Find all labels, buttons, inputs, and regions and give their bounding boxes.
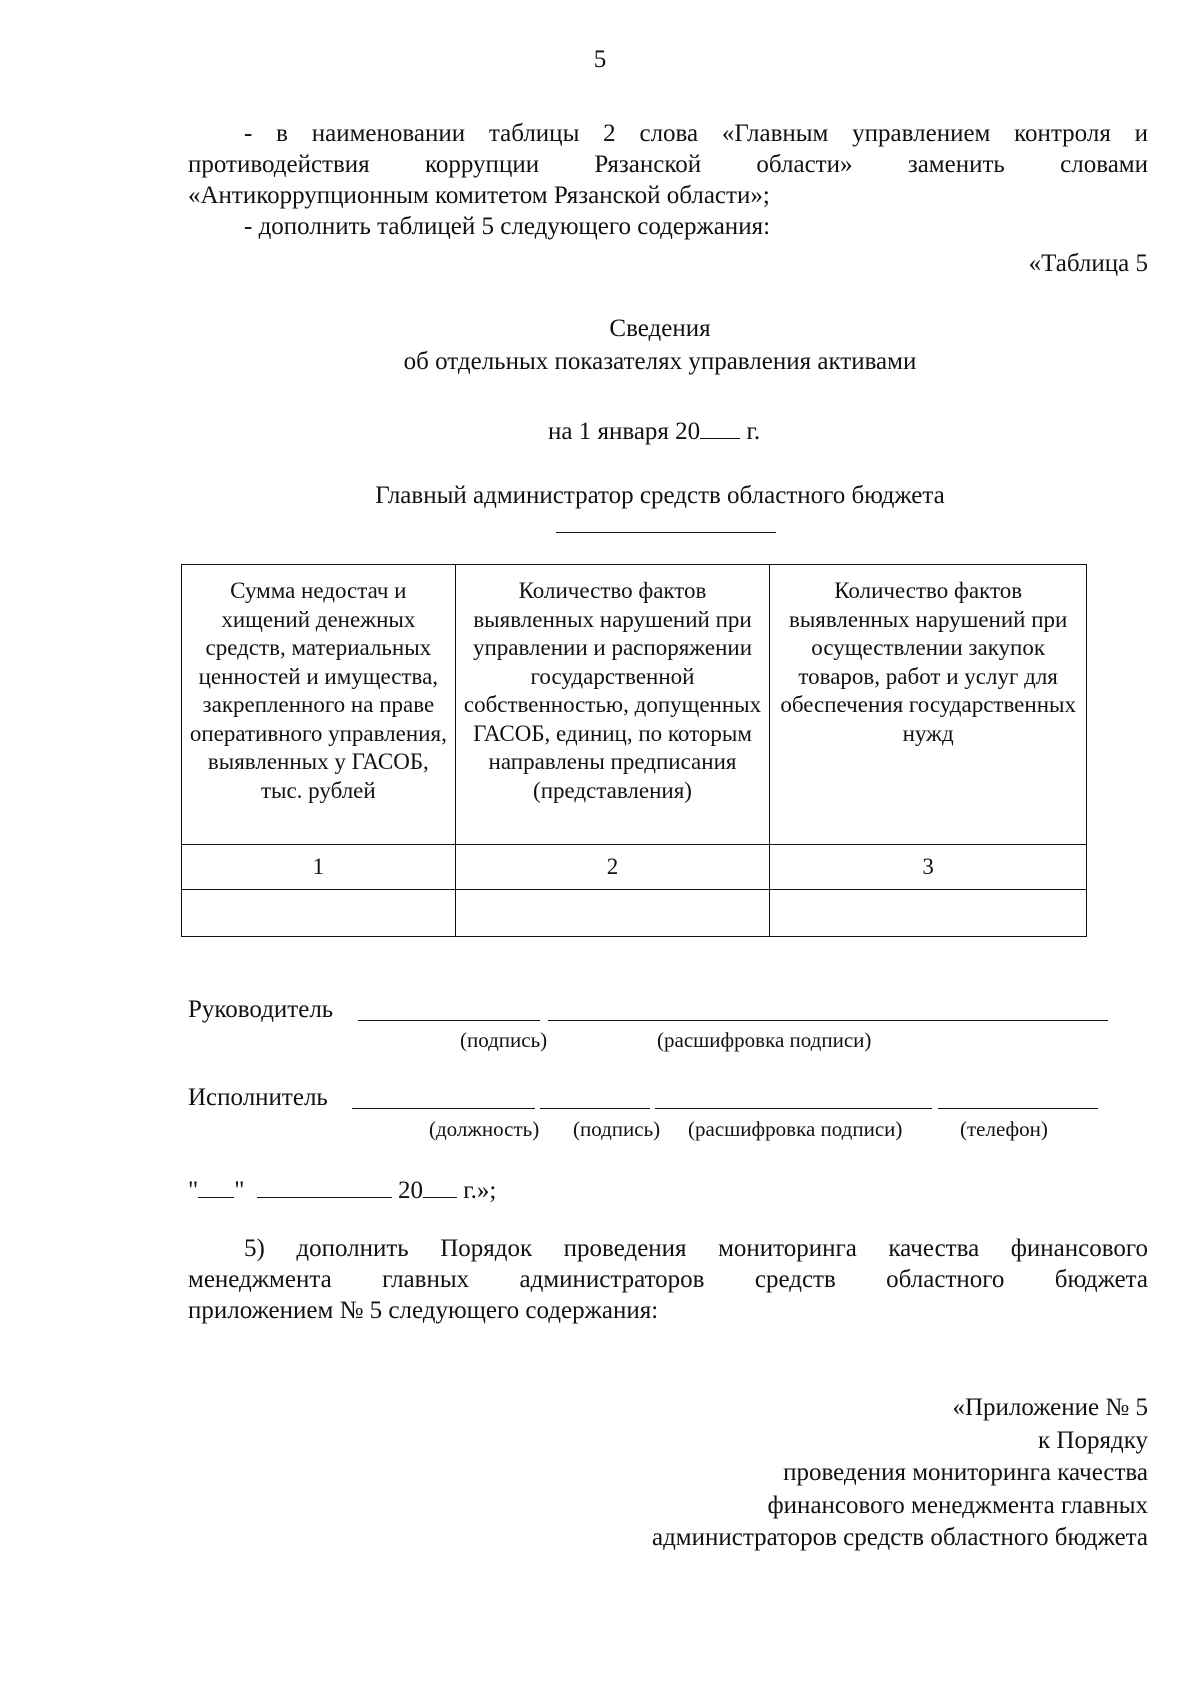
head-label: Руководитель bbox=[188, 996, 334, 1023]
paragraph-rename-table bbox=[188, 118, 1148, 242]
head-signature-line bbox=[188, 994, 333, 1025]
appendix-line: к Порядку bbox=[1038, 1426, 1148, 1454]
column-number: 2 bbox=[455, 845, 770, 890]
closing-year-suffix: г.»; bbox=[463, 1177, 497, 1204]
executor-decode-caption: (расшифровка подписи) bbox=[688, 1117, 903, 1141]
title-subheading: об отдельных показателях управления активами bbox=[403, 348, 917, 375]
paragraph-line: «Антикоррупционным комитетом Рязанской области»; bbox=[188, 182, 770, 209]
executor-position-blank bbox=[352, 1108, 535, 1109]
table-label: «Таблица 5 bbox=[1028, 250, 1148, 277]
paragraph-line: противодействия коррупции Рязанской области» заменить словами bbox=[188, 151, 1148, 178]
executor-phone-caption: (телефон) bbox=[960, 1117, 1048, 1141]
quote-open: " bbox=[188, 1177, 199, 1204]
administrator-line: Главный администратор средств областного бюджета bbox=[375, 482, 945, 509]
paragraph-add-appendix bbox=[188, 1233, 1148, 1326]
head-signature-blank bbox=[358, 1020, 540, 1021]
head-decode-caption: (расшифровка подписи) bbox=[657, 1028, 872, 1052]
table-header-cell: Количество фактов выявленных нарушений при осуществлении закупок товаров, работ и услуг для обеспечения государственных нужд bbox=[770, 565, 1087, 845]
month-blank bbox=[257, 1173, 392, 1198]
column-number: 3 bbox=[770, 845, 1087, 890]
date-prefix: на 1 января 20 bbox=[548, 418, 701, 445]
quote-close: " bbox=[234, 1177, 245, 1204]
assets-table bbox=[181, 564, 1087, 937]
year-blank bbox=[700, 414, 740, 439]
paragraph-line: менеджмента главных администраторов средств областного бюджета bbox=[188, 1266, 1148, 1293]
administrator-blank bbox=[556, 532, 776, 533]
executor-position-caption: (должность) bbox=[429, 1117, 540, 1141]
date-suffix: г. bbox=[746, 418, 761, 445]
table-cell bbox=[455, 890, 770, 937]
closing-year-prefix: 20 bbox=[397, 1177, 423, 1204]
table-header-row bbox=[182, 565, 1087, 845]
table-header-cell: Сумма недостач и хищений денежных средств, материальных ценностей и имущества, закрепленного на праве оперативного управления, выявленных у ГАСОБ, тыс. рублей bbox=[182, 565, 456, 845]
table-cell bbox=[182, 890, 456, 937]
table-number-row bbox=[182, 845, 1087, 890]
paragraph-line: приложением № 5 следующего содержания: bbox=[188, 1297, 659, 1324]
day-blank bbox=[198, 1173, 234, 1198]
table-empty-row bbox=[182, 890, 1087, 937]
date-line bbox=[548, 414, 760, 447]
paragraph-line: - в наименовании таблицы 2 слова «Главным управлением контроля и bbox=[244, 120, 1148, 147]
head-decode-blank bbox=[548, 1020, 1108, 1021]
executor-phone-blank bbox=[938, 1108, 1098, 1109]
appendix-line: «Приложение № 5 bbox=[952, 1394, 1148, 1421]
appendix-line: финансового менеджмента главных bbox=[767, 1491, 1148, 1519]
closing-year-blank bbox=[423, 1173, 457, 1198]
column-number: 1 bbox=[182, 845, 456, 890]
executor-label: Исполнитель bbox=[188, 1084, 328, 1111]
closing-date bbox=[188, 1173, 496, 1206]
appendix-line: проведения мониторинга качества bbox=[783, 1459, 1148, 1486]
appendix-line: администраторов средств областного бюджета bbox=[651, 1524, 1148, 1551]
appendix-header bbox=[400, 1392, 1148, 1555]
title-heading: Сведения bbox=[609, 315, 711, 342]
page-number: 5 bbox=[593, 46, 607, 73]
head-signature-caption: (подпись) bbox=[460, 1028, 548, 1052]
paragraph-line: 5) дополнить Порядок проведения мониторинга качества финансового bbox=[244, 1235, 1148, 1262]
table-header-cell: Количество фактов выявленных нарушений при управлении и распоряжении государственной собственностью, допущенных ГАСОБ, единиц, по которым направлены предписания (представления) bbox=[455, 565, 770, 845]
executor-signature-caption: (подпись) bbox=[573, 1117, 661, 1141]
paragraph-add-table: - дополнить таблицей 5 следующего содержания: bbox=[244, 213, 771, 240]
executor-signature-blank bbox=[540, 1108, 650, 1109]
executor-decode-blank bbox=[655, 1108, 932, 1109]
table-cell bbox=[770, 890, 1087, 937]
